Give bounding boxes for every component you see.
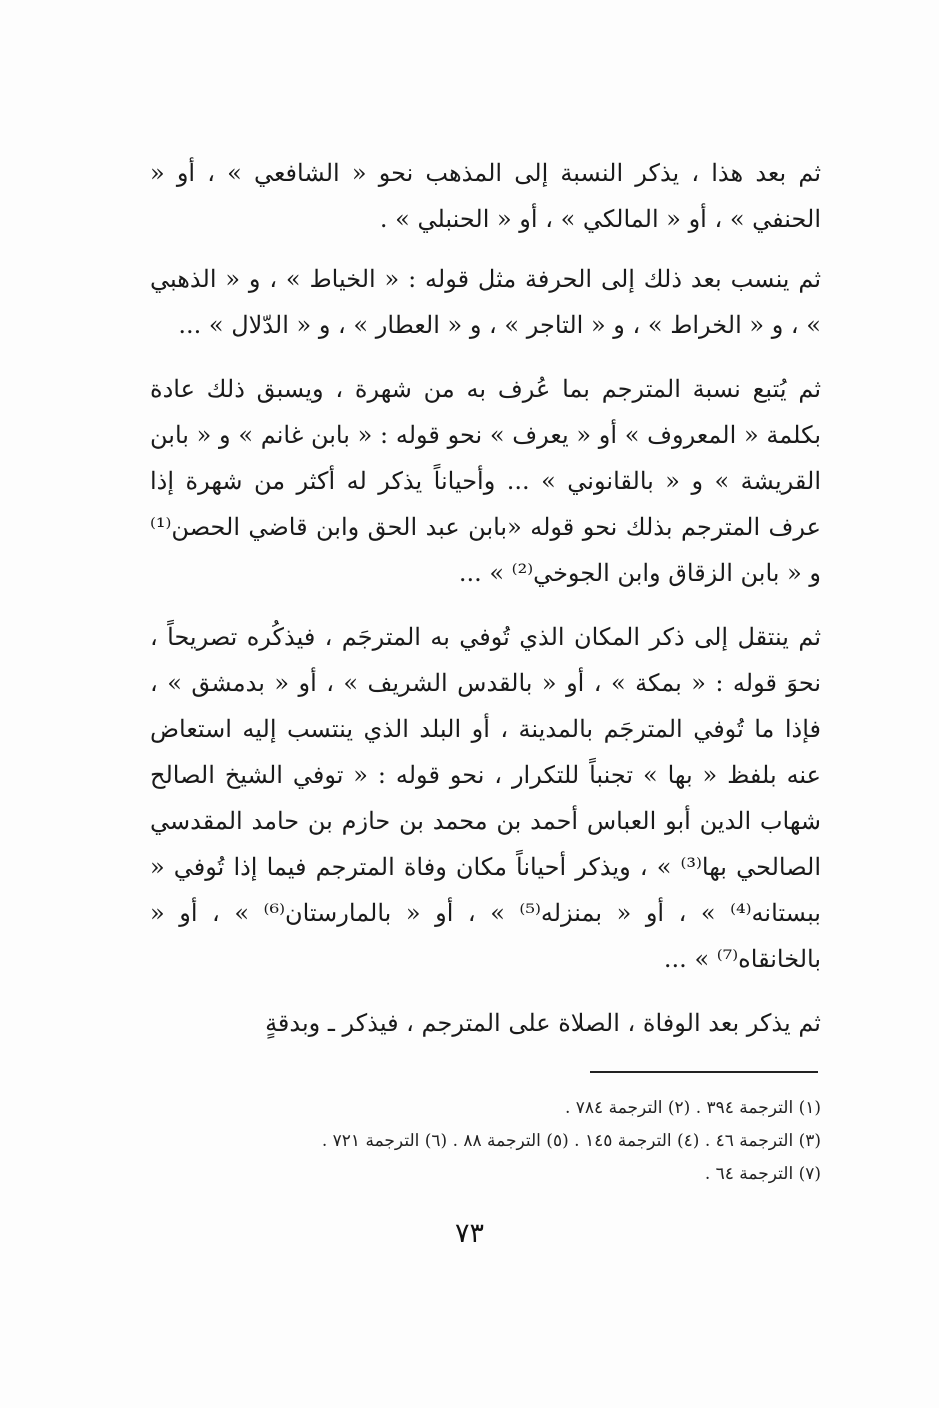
paragraph-death-place: ثم ينتقل إلى ذكر المكان الذي تُوفي به المترجَم ، فيذكُره تصريحاً ، نحوَ قوله : « بمكة » ، أو « بالقدس الشريف » ، أو « بدمشق » ، فإذا ما تُوفي المترجَم بالمدينة ، أو البلد الذي ينتسب إليه استعاض عنه بلفظ « بها » تجنباً للتكرار ، نحو قوله : « توفي الشيخ الصالح شهاب الدين أبو العباس أحمد بن محمد بن حازم بن حامد المقدسي الصالحي بها⁽³⁾ » ، ويذكر أحياناً مكان وفاة المترجم فيما إذا تُوفي « ببستانه⁽⁴⁾ » ، أو « بمنزله⁽⁵⁾ » ، أو « بالمارستان⁽⁶⁾ » ، أو « بالخانقاه⁽⁷⁾ » ... (150, 623, 822, 973)
paragraph-madhhab: ثم بعد هذا ، يذكر النسبة إلى المذهب نحو « الشافعي » ، أو « الحنفي » ، أو « المالكي » ، أو « الحنبلي » . (150, 159, 821, 233)
paragraph-fame: ثم يُتبع نسبة المترجم بما عُرف به من شهرة ، ويسبق ذلك عادة بكلمة « المعروف » أو « يعرف » نحو قوله : « بابن غانم » و « بابن القريشة » و « بالقانوني » ... وأحياناً يذكر له أكثر من شهرة إذا عرف المترجم بذلك نحو قوله «بابن عبد الحق وابن قاضي الحصن⁽¹⁾ و « بابن الزقاق وابن الجوخي⁽²⁾ » ... (150, 375, 821, 587)
footnote-line: (٣) الترجمة ٤٦ . (٤) الترجمة ١٤٥ . (٥) الترجمة ٨٨ . (٦) الترجمة ٧٢١ . (321, 1131, 821, 1151)
footnote-divider (590, 1071, 818, 1073)
page-number: ٧٣ (454, 1218, 484, 1249)
footnote-line: (١) الترجمة ٣٩٤ . (٢) الترجمة ٧٨٤ . (564, 1098, 821, 1118)
paragraph-profession: ثم ينسب بعد ذلك إلى الحرفة مثل قوله : « الخياط » ، و « الذهبي » ، و « الخراط » ، و « التاجر » ، و « العطار » ، و « الدّلال » ... (150, 265, 821, 339)
main-text (150, 150, 821, 1064)
footnote-line: (٧) الترجمة ٦٤ . (704, 1164, 821, 1184)
paragraph-funeral-prayer: ثم يذكر بعد الوفاة ، الصلاة على المترجم ، فيذكر ـ وبدقةٍ (265, 1009, 821, 1037)
footnotes (150, 1092, 821, 1191)
